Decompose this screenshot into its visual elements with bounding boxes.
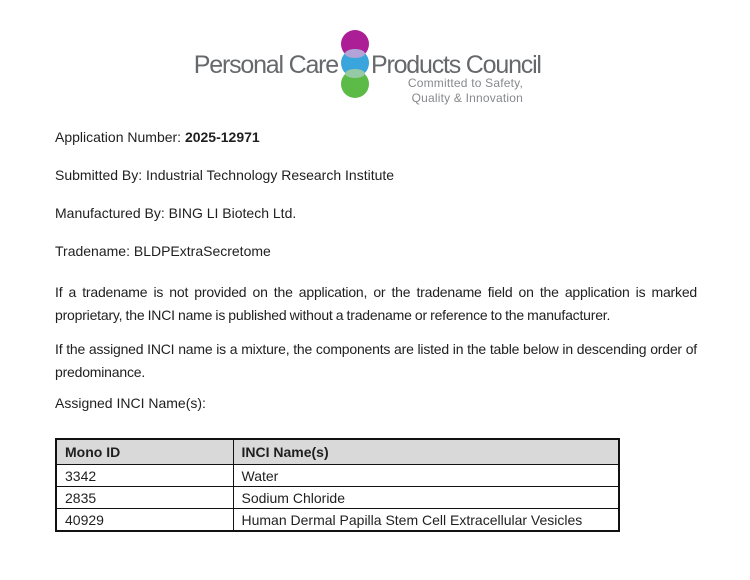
application-number-label: Application Number: xyxy=(55,129,182,145)
pcpc-logo xyxy=(0,0,750,126)
submitted-by-label: Submitted By: xyxy=(55,167,143,183)
assigned-inci-label: Assigned INCI Name(s): xyxy=(55,395,206,411)
manufactured-by-label: Manufactured By: xyxy=(55,205,165,221)
logo-text-products-council: Products Council xyxy=(371,51,541,79)
mono-id-column-header: Mono ID xyxy=(56,439,233,465)
inci-table xyxy=(55,438,620,532)
mono-id-cell: 3342 xyxy=(56,465,233,487)
inci-table-header-row xyxy=(56,439,619,465)
manufactured-by-field xyxy=(55,205,697,221)
inci-name-cell: Water xyxy=(233,465,619,487)
tradename-disclaimer-paragraph: If a tradename is not provided on the application, or the tradename field on the application is marked proprietary, the INCI name is published without a tradename or reference to the manufacturer. xyxy=(55,284,697,323)
mono-id-cell: 2835 xyxy=(56,487,233,509)
tradename-label: Tradename: xyxy=(55,243,130,259)
manufactured-by-value: BING LI Biotech Ltd. xyxy=(168,205,297,221)
table-row xyxy=(56,487,619,509)
tradename-value: BLDPExtraSecretome xyxy=(133,243,271,259)
tradename-field xyxy=(55,243,697,259)
logo-text-personal-care: Personal Care xyxy=(193,51,338,79)
application-number-value: 2025-12971 xyxy=(184,129,260,145)
document-body xyxy=(55,129,697,532)
inci-name-column-header: INCI Name(s) xyxy=(233,439,619,465)
application-number-field xyxy=(55,129,697,145)
mono-id-cell: 40929 xyxy=(56,509,233,532)
submitted-by-value: Industrial Technology Research Institute xyxy=(146,167,395,183)
inci-name-cell: Sodium Chloride xyxy=(233,487,619,509)
logo-tagline xyxy=(313,76,523,106)
logo-overlap-top xyxy=(345,49,365,58)
submitted-by-field xyxy=(55,167,697,183)
logo-tagline-line-1: Committed to Safety, xyxy=(407,76,523,90)
table-row xyxy=(56,465,619,487)
logo-tagline-line-2: Quality & Innovation xyxy=(411,91,523,105)
mixture-note-paragraph: If the assigned INCI name is a mixture, the components are listed in the table below in descending order of predominance. xyxy=(55,341,697,380)
inci-name-cell: Human Dermal Papilla Stem Cell Extracellular Vesicles xyxy=(233,509,619,532)
table-row xyxy=(56,509,619,532)
